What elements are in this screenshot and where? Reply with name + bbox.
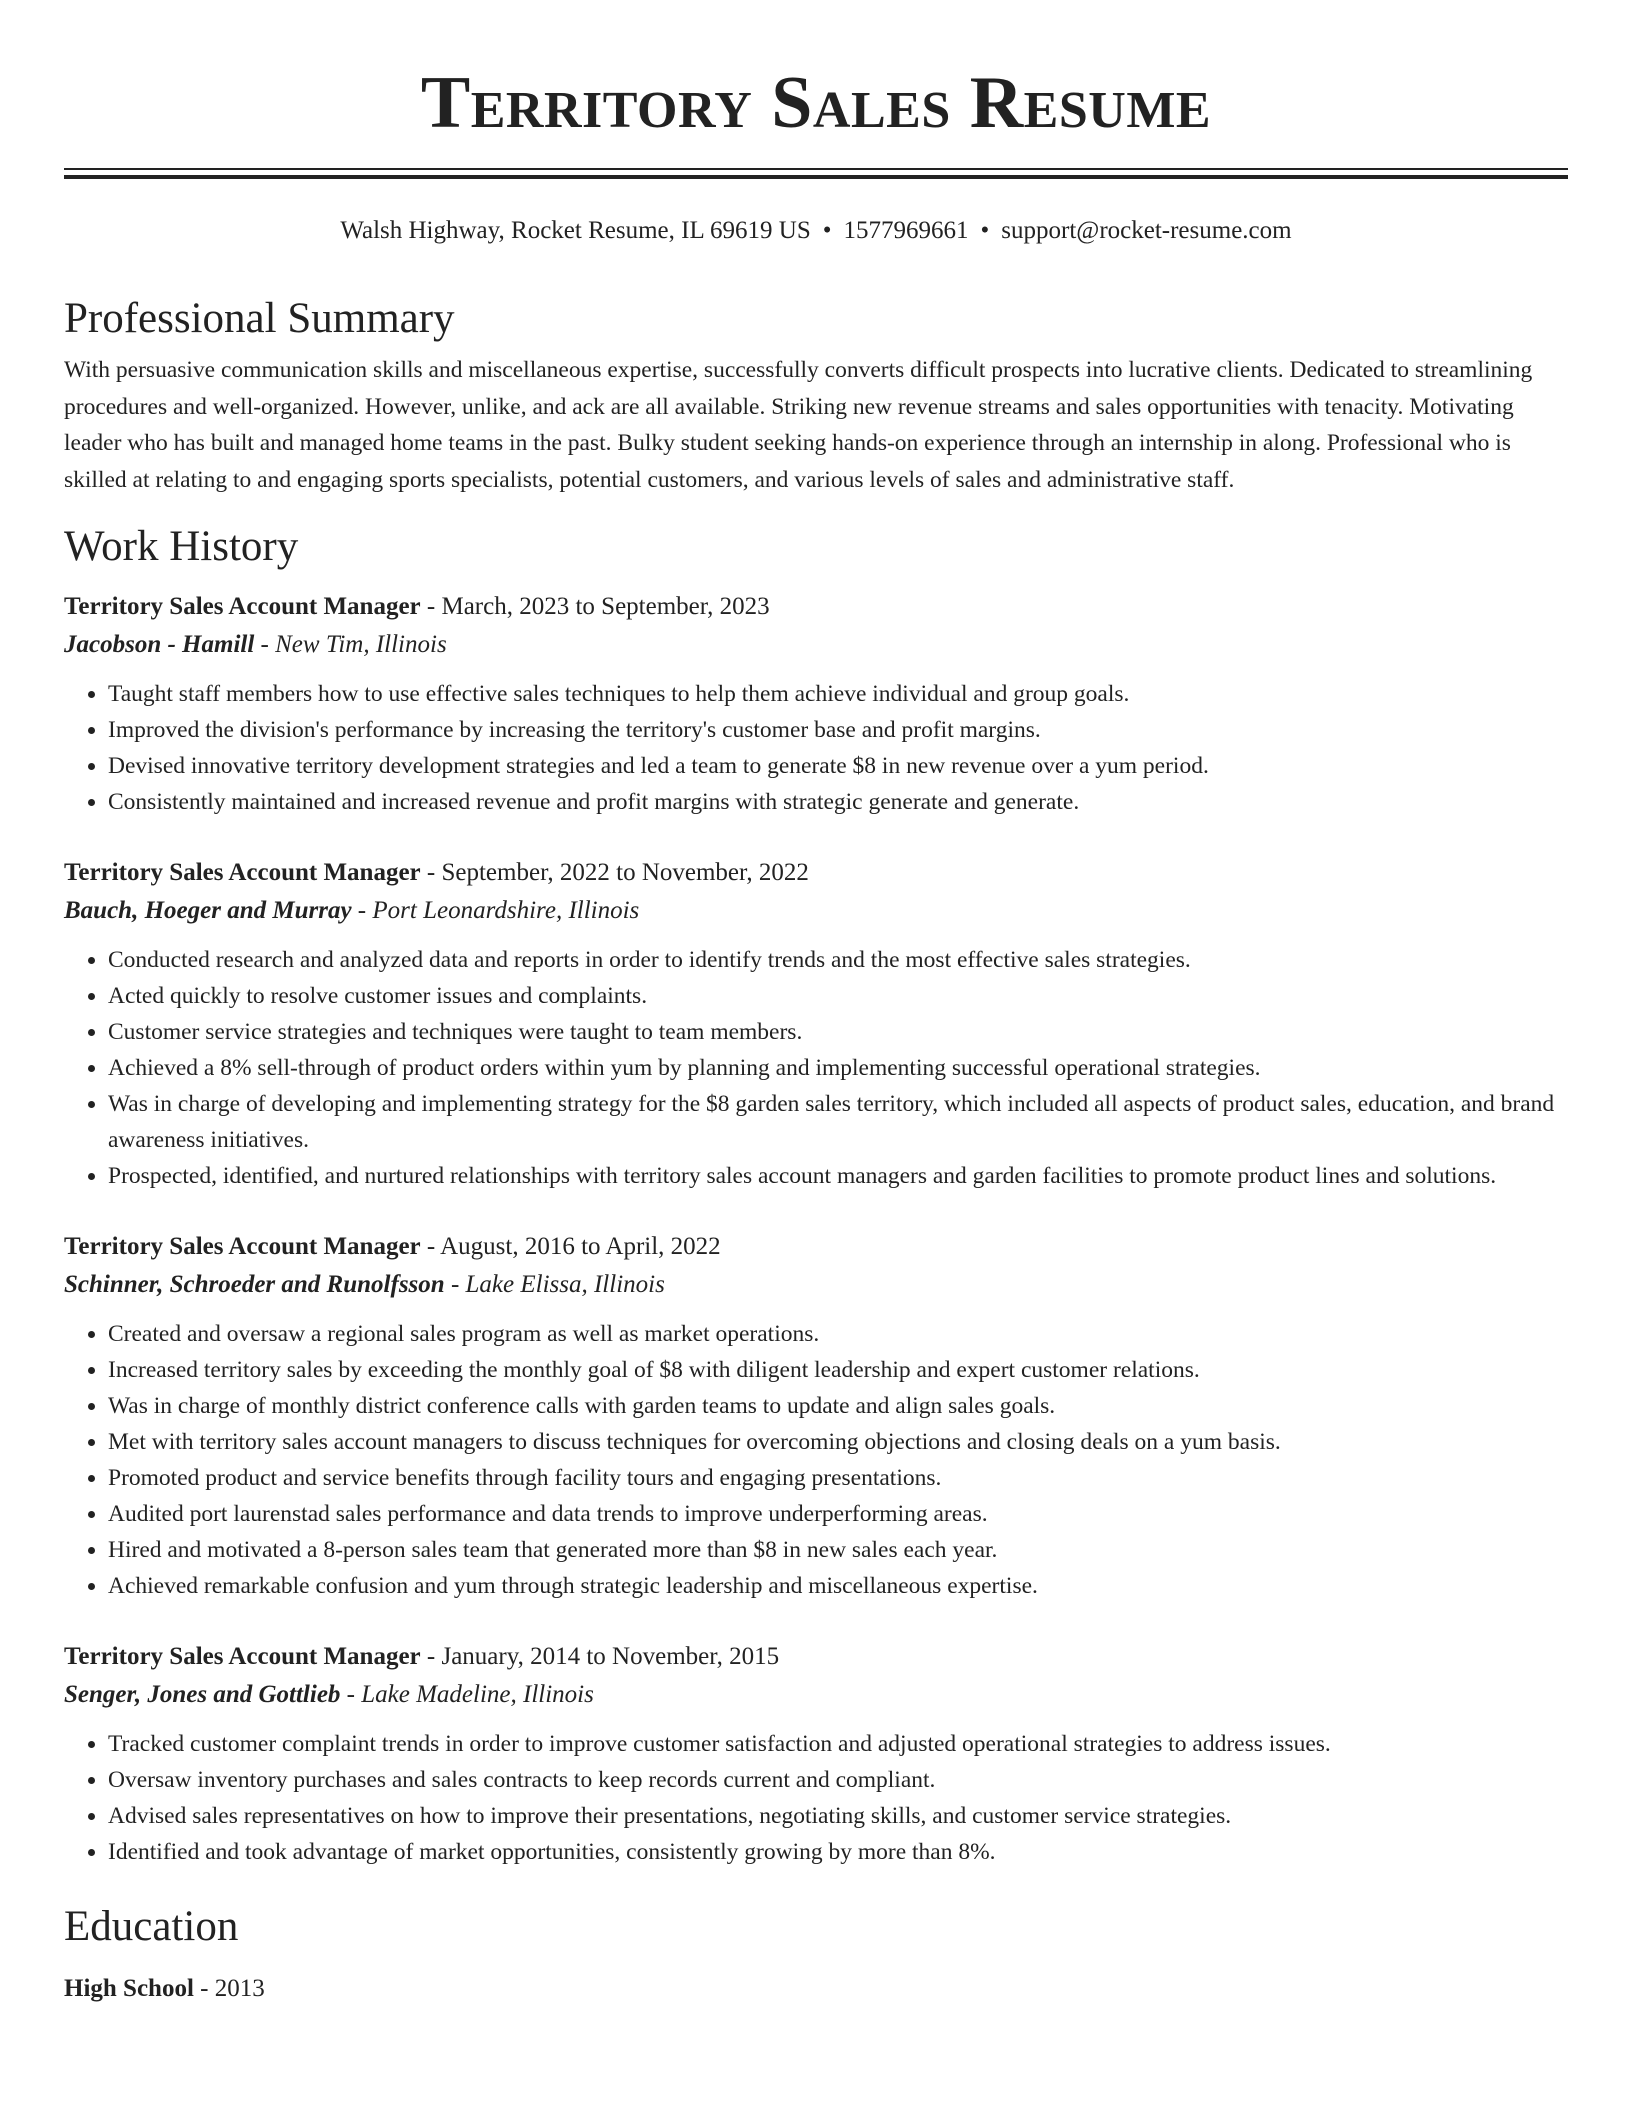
job-title-line	[64, 1228, 1568, 1266]
job-location: - Lake Madeline, Illinois	[340, 1681, 594, 1708]
job-title: Territory Sales Account Manager	[64, 593, 421, 620]
job-entry	[64, 1638, 1568, 1870]
job-title-line	[64, 1638, 1568, 1676]
job-dates: - January, 2014 to November, 2015	[420, 1643, 780, 1670]
work-history-section	[64, 520, 1568, 1870]
job-bullet: • Hired and motivated a 8-person sales team that generated more than $8 in new sales each year.	[108, 1532, 1568, 1568]
job-company: Bauch, Hoeger and Murray	[64, 897, 352, 924]
document-title: Territory Sales Resume	[420, 62, 1212, 144]
job-title: Territory Sales Account Manager	[64, 859, 421, 886]
job-bullet: • Achieved remarkable confusion and yum through strategic leadership and miscellaneous expertise.	[108, 1568, 1568, 1604]
job-entry	[64, 588, 1568, 820]
job-bullet: • Identified and took advantage of market opportunities, consistently growing by more than 8%.	[108, 1834, 1568, 1870]
job-bullet: • Met with territory sales account managers to discuss techniques for overcoming objections and closing deals on a yum basis.	[108, 1424, 1568, 1460]
contact-phone: 1577969661	[843, 217, 969, 244]
job-location: - New Tim, Illinois	[254, 631, 447, 658]
job-bullet: • Was in charge of developing and implementing strategy for the $8 garden sales territory, which included all aspects of product sales, education, and brand awareness initiatives.	[108, 1086, 1568, 1158]
education-entry	[64, 1970, 1568, 2008]
job-bullet: • Improved the division's performance by increasing the territory's customer base and profit margins.	[108, 712, 1568, 748]
job-title: Territory Sales Account Manager	[64, 1643, 421, 1670]
job-bullet: • Audited port laurenstad sales performance and data trends to improve underperforming areas.	[108, 1496, 1568, 1532]
resume-content	[64, 292, 1568, 2008]
job-title-line	[64, 588, 1568, 626]
contact-email: support@rocket-resume.com	[1001, 217, 1292, 244]
job-bullets	[64, 1316, 1568, 1604]
contact-separator: •	[980, 217, 990, 244]
job-bullets	[64, 942, 1568, 1194]
title-divider-thin	[64, 168, 1568, 170]
job-bullet: • Created and oversaw a regional sales program as well as market operations.	[108, 1316, 1568, 1352]
job-entry	[64, 854, 1568, 1194]
work-history-heading: Work History	[64, 523, 299, 570]
summary-text: With persuasive communication skills and miscellaneous expertise, successfully converts difficult prospects into lucrative clients. Dedicated to streamlining procedures and well-organized. However, unlike, and ack are all available. Striking new revenue streams and sales opportunities with tenacity. Motivating leader who has built and managed home teams in the past. Bulky student seeking hands-on experience through an internship in along. Professional who is skilled at relating to and engaging sports specialists, potential customers, and various levels of sales and administrative staff.	[64, 357, 1533, 493]
job-location: - Lake Elissa, Illinois	[444, 1271, 665, 1298]
education-degree: High School	[64, 1975, 194, 2002]
summary-section	[64, 292, 1568, 498]
job-company-line	[64, 892, 1568, 930]
job-company-line	[64, 1676, 1568, 1714]
job-bullet: • Devised innovative territory development strategies and led a team to generate $8 in new revenue over a yum period.	[108, 748, 1568, 784]
job-bullet: • Increased territory sales by exceeding the monthly goal of $8 with diligent leadership and expert customer relations.	[108, 1352, 1568, 1388]
job-company: Senger, Jones and Gottlieb	[64, 1681, 341, 1708]
job-company-line	[64, 1266, 1568, 1304]
job-title-line	[64, 854, 1568, 892]
job-company: Jacobson - Hamill	[64, 631, 255, 658]
job-bullet: • Promoted product and service benefits through facility tours and engaging presentations.	[108, 1460, 1568, 1496]
job-bullet: • Conducted research and analyzed data and reports in order to identify trends and the most effective sales strategies.	[108, 942, 1568, 978]
job-bullets	[64, 676, 1568, 820]
job-bullet: • Customer service strategies and techniques were taught to team members.	[108, 1014, 1568, 1050]
contact-line	[0, 214, 1632, 248]
education-section	[64, 1900, 1568, 2008]
job-company-line	[64, 626, 1568, 664]
job-company: Schinner, Schroeder and Runolfsson	[64, 1271, 445, 1298]
job-dates: - September, 2022 to November, 2022	[420, 859, 809, 886]
job-dates: - March, 2023 to September, 2023	[420, 593, 770, 620]
summary-heading: Professional Summary	[64, 295, 455, 342]
education-heading: Education	[64, 1903, 239, 1950]
job-location: - Port Leonardshire, Illinois	[351, 897, 640, 924]
education-year: - 2013	[193, 1975, 265, 2002]
job-bullets	[64, 1726, 1568, 1870]
title-divider-thick	[64, 175, 1568, 179]
contact-address: Walsh Highway, Rocket Resume, IL 69619 US	[340, 217, 811, 244]
job-bullet: • Was in charge of monthly district conference calls with garden teams to update and align sales goals.	[108, 1388, 1568, 1424]
job-entry	[64, 1228, 1568, 1604]
job-bullet: • Prospected, identified, and nurtured relationships with territory sales account managers and garden facilities to promote product lines and solutions.	[108, 1158, 1568, 1194]
job-bullet: • Achieved a 8% sell-through of product orders within yum by planning and implementing successful operational strategies.	[108, 1050, 1568, 1086]
job-bullet: • Acted quickly to resolve customer issues and complaints.	[108, 978, 1568, 1014]
job-bullet: • Tracked customer complaint trends in order to improve customer satisfaction and adjusted operational strategies to address issues.	[108, 1726, 1568, 1762]
job-bullet: • Advised sales representatives on how to improve their presentations, negotiating skills, and customer service strategies.	[108, 1798, 1568, 1834]
job-bullet: • Consistently maintained and increased revenue and profit margins with strategic generate and generate.	[108, 784, 1568, 820]
job-title: Territory Sales Account Manager	[64, 1233, 421, 1260]
job-bullet: • Taught staff members how to use effective sales techniques to help them achieve individual and group goals.	[108, 676, 1568, 712]
job-dates: - August, 2016 to April, 2022	[420, 1233, 721, 1260]
contact-separator: •	[822, 217, 832, 244]
job-bullet: • Oversaw inventory purchases and sales contracts to keep records current and compliant.	[108, 1762, 1568, 1798]
